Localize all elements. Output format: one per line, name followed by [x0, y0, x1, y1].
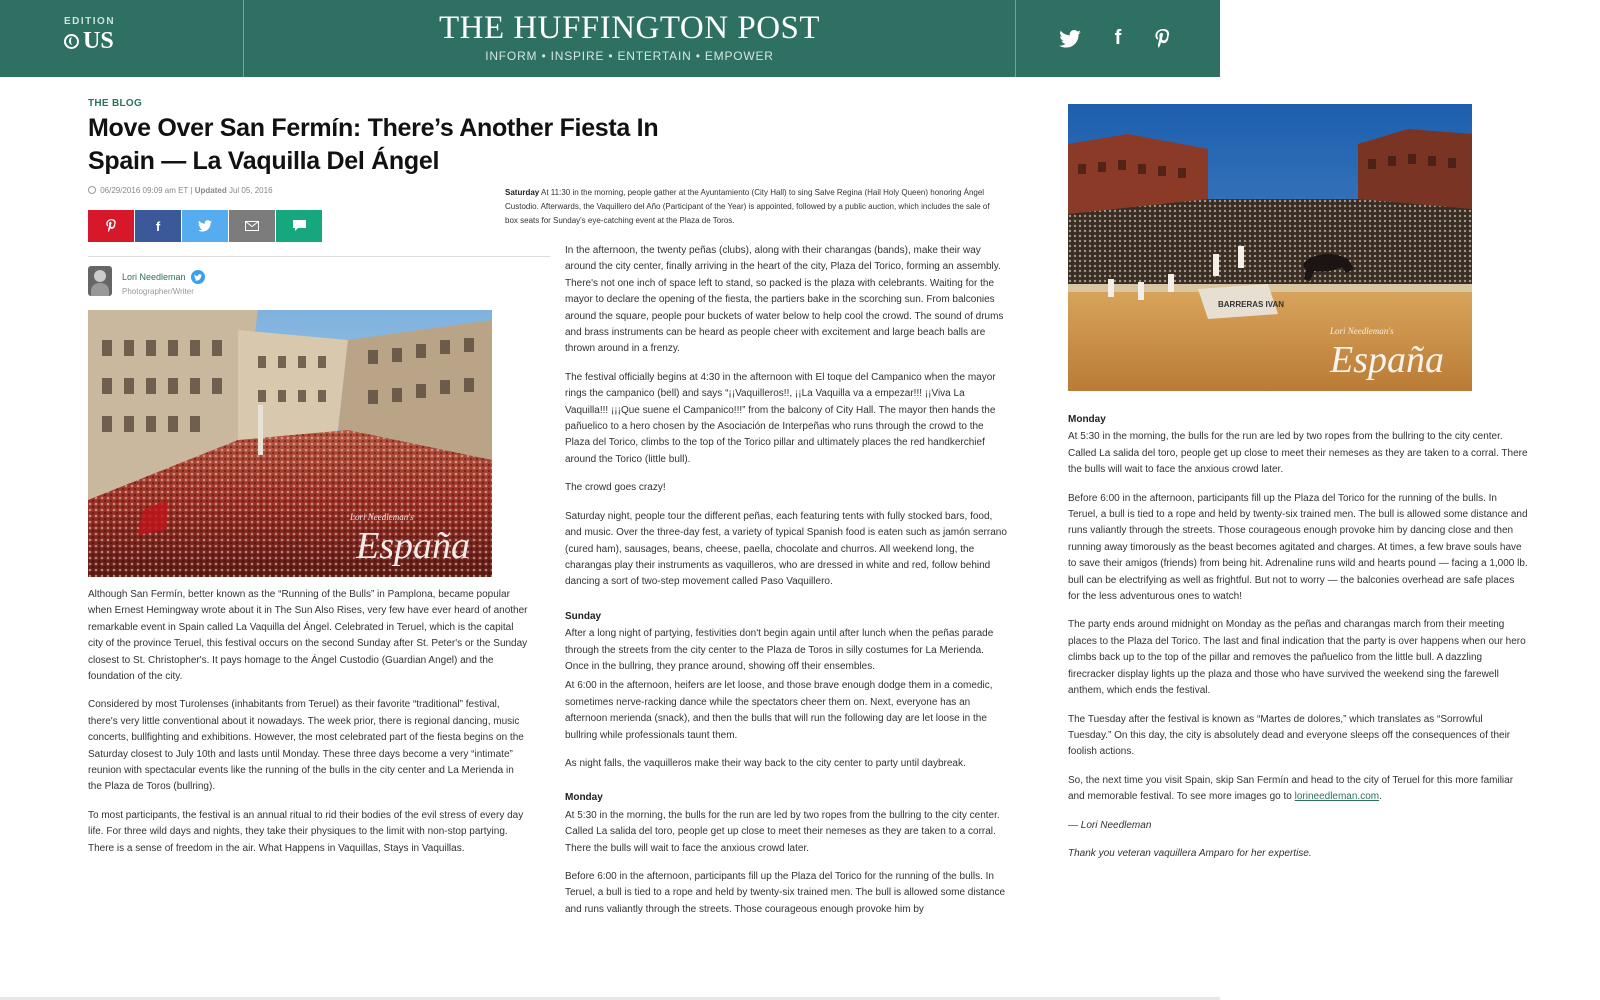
- paragraph: Saturday night, people tour the different peñas, each featuring tents with fully stocked bars, food, and music. Over the three-day fest, a variety of typical Spanish food is eaten such as jamón serrano (cured ham), sausages, beans, cheese, paella, chocolate and churros. All weekend long, the charangas play their instruments as vaquilleros, who are dressed in white and red, follow behind dancing a sort of two-step movement called Paso Vaquillero.: [565, 510, 1007, 588]
- paragraph: In the afternoon, the twenty peñas (clubs), along with their charangas (bands), make their way around the city center, finally arriving in the heart of the city, Plaza del Torico, forming an assembly. There's not one inch of space left to stand, so packed is the plaza with celebrants. Waiting for the mayor to declare the opening of the fiesta, the partiers bake in the scorching sun. From balconies around the square, people pour buckets of water below to help cool the crowd. The sound of drums and brass instruments can be heard as people cheer with excitement and large beach balls are thrown around in a frenzy.: [565, 245, 1004, 355]
- subheading-monday: Monday: [565, 792, 603, 804]
- paragraph: Before 6:00 in the afternoon, participants fill up the Plaza del Torico for the running of the bulls. In Teruel, a bull is tied to a rope and held by twenty-six trained men. The bull is allowed some distance and runs valiantly through the streets. Those courageous enough provoke him by dancing close and then running away timorously as the beast becomes agitated and charges. At times, a few brave souls have to save their amigos (friends) from being hit. Adrenaline runs wild and hearts pound — facing a 1,000 lb. bull can be electrifying as well as frightful. But not to worry — the balconies overhead are safe places for the less adventurous ones to watch!: [1068, 492, 1528, 603]
- intro-day: Saturday: [505, 188, 540, 197]
- paragraph: The festival officially begins at 4:30 in the afternoon with El toque del Campanico when the mayor rings the campanico (bell) and says “¡¡Vaquilleros!!, ¡¡La Vaquilla va a empezar!!! ¡¡Viva La Vaquilla!!! ¡¡¡Que suene el Campanico!!!” from the balcony of City Hall. The mayor then hands the pañuelico to a hero chosen by the Asociación de Interpeñas who runs through the crowd to the Plaza del Torico, climbs to the top of the Torico pillar and ultimately places the red handkerchief around the Torico (little bull).: [565, 371, 996, 465]
- paragraph: [1068, 773, 1528, 806]
- article-headline: Move Over San Fermín: There’s Another Fiesta In Spain — La Vaquilla Del Ángel: [88, 114, 659, 175]
- edition-label: EDITION: [64, 16, 116, 27]
- divider: [88, 256, 550, 257]
- paragraph: At 5:30 in the morning, the bulls for the run are led by two ropes from the bullring to the city center. Called La salida del toro, people get up close to meet their nemeses as they are taken to a corral. There the bulls will wait to face the anxious crowd later.: [565, 809, 1000, 854]
- edition-selector[interactable]: [0, 0, 244, 77]
- saturday-intro: [505, 186, 995, 227]
- pinterest-icon[interactable]: [1155, 29, 1177, 49]
- social-links: [1016, 0, 1220, 77]
- site-logo[interactable]: [244, 0, 1016, 77]
- comment-button[interactable]: [276, 210, 322, 242]
- facebook-icon[interactable]: f: [1114, 27, 1122, 49]
- photo2-watermark-title: España: [1330, 339, 1444, 381]
- photo-sign-text: BARRERAS IVAN: [1218, 300, 1285, 309]
- signature: — Lori Needleman: [1068, 819, 1152, 831]
- author-byline: [88, 266, 205, 296]
- twitter-icon[interactable]: [1059, 30, 1081, 48]
- share-facebook-button[interactable]: f: [135, 210, 181, 242]
- brand-name[interactable]: THE HUFFINGTON POST: [438, 10, 821, 46]
- closing-text: So, the next time you visit Spain, skip San Fermín and head to the city of Teruel for this more familiar and memorable festival. To see more images go to: [1068, 774, 1514, 803]
- intro-text: At 11:30 in the morning, people gather at the Ayuntamiento (City Hall) to sing Salve Regina (Hail Holy Queen) honoring Ángel Custodio. Afterwards, the Vaquillero del Año (Participant of the Year) is appointed, followed by a public auction, which includes the sale of box seats for Sunday's eye-catching event at the Plaza de Toros.: [505, 188, 990, 225]
- subheading-sunday: Sunday: [565, 610, 602, 622]
- article-body-right: [1068, 412, 1528, 874]
- paragraph: Although San Fermín, better known as the “Running of the Bulls” in Pamplona, became popular when Ernest Hemingway wrote about it in The Sun Also Rises, very few have ever heard of another remarkable event in Spain called La Vaquilla del Ángel. Celebrated in Teruel, which is the capital city of the province Teruel, this festival occurs on the second Sunday after St. Peter's or the Sunday closest to St. Christopher's. It pays homage to the Ángel Custodio (Guardian Angel) and the foundation of the city.: [88, 589, 528, 683]
- acknowledgement: Thank you veteran vaquillera Amparo for her expertise.: [1068, 847, 1312, 859]
- brand-tagline: INFORM • INSPIRE • ENTERTAIN • EMPOWER: [485, 49, 774, 63]
- closing-punct: .: [1379, 791, 1382, 803]
- article-photo-bullring[interactable]: [1068, 104, 1472, 391]
- paragraph: The crowd goes crazy!: [565, 482, 666, 494]
- paragraph: The Tuesday after the festival is known as “Martes de dolores,” which translates as “Sorrowful Tuesday.” On this day, the city is absolutely dead and everyone sleeps off the consequences of their foolish actions.: [1068, 713, 1511, 758]
- paragraph: The party ends around midnight on Monday as the peñas and charangas march from their meeting places to the Plaza del Torico. The last and final indication that the party is over happens when our hero climbs back up to the top of the pillar and removes the pañuelico from the little bull. A dazzling firecracker display lights up the plaza and those who have survived the weekend sing the farewell anthem, which ends the festival.: [1068, 619, 1526, 697]
- globe-icon: [64, 34, 79, 49]
- updated-date: Jul 05, 2016: [228, 186, 273, 195]
- photo-watermark-title: España: [356, 525, 470, 567]
- share-bar: [88, 210, 322, 242]
- paragraph: As night falls, the vaquilleros make their way back to the city center to party until daybreak.: [565, 757, 966, 769]
- paragraph: To most participants, the festival is an annual ritual to rid their bodies of the evil stress of every day life. For three wild days and nights, they take their physiques to the limit with non-stop partying. There is a sense of freedom in the air. What Happens in Vaquillas, Stays in Vaquillas.: [88, 809, 524, 854]
- paragraph: Before 6:00 in the afternoon, participants fill up the Plaza del Torico for the running of the bulls. In Teruel, a bull is tied to a rope and held by twenty-six trained men. The bull is allowed some distance and runs valiantly through the streets. Those courageous enough provoke him by: [565, 871, 1006, 915]
- updated-label: Updated: [194, 186, 227, 195]
- subheading-monday: Monday: [1068, 414, 1106, 425]
- clock-icon: [88, 186, 96, 194]
- twitter-verified-icon[interactable]: [191, 270, 205, 284]
- author-avatar[interactable]: [88, 266, 112, 296]
- paragraph: At 5:30 in the morning, the bulls for the run are led by two ropes from the bullring to the city center. Called La salida del toro, people get up close to meet their nemeses as they are taken to a corral. There the bulls will wait to face the anxious crowd later.: [1068, 431, 1528, 476]
- author-title: Photographer/Writer: [122, 287, 194, 296]
- share-email-button[interactable]: [229, 210, 275, 242]
- photo2-watermark-byline: Lori Needleman's: [1330, 326, 1394, 336]
- paragraph: At 6:00 in the afternoon, heifers are let loose, and those brave enough dodge them in a comedic, sometimes nerve-racking dance while the spectators cheer them on. Next, everyone has an afternoon merienda (snack), and then the bulls that will run the following day are let loose in the bullring while professionals taunt them.: [565, 680, 993, 741]
- article-timestamp: 06/29/2016 09:09 am ET | Updated Jul 05, 2016: [88, 186, 273, 195]
- photo-watermark-byline: Lori Needleman's: [350, 512, 414, 522]
- article-body-middle: [565, 243, 1010, 930]
- author-name[interactable]: Lori Needleman: [122, 272, 186, 282]
- published-date: 06/29/2016 09:09 am ET: [100, 186, 189, 195]
- paragraph: After a long night of partying, festivities don't begin again until after lunch when the peñas parade through the streets from the city center to the Plaza de Toros in silly costumes for La Merienda. Once in the bullring, they prance around, showing off their ensembles.: [565, 628, 994, 672]
- section-label[interactable]: THE BLOG: [88, 98, 143, 109]
- edition-value[interactable]: US: [83, 28, 114, 54]
- author-website-link[interactable]: lorineedleman.com: [1294, 791, 1380, 803]
- site-header: [0, 0, 1220, 77]
- article-body-left: [88, 587, 528, 869]
- paragraph: Considered by most Turolenses (inhabitants from Teruel) as their favorite “traditional” festival, there's very little conventional about it nowadays. The week prior, there is regional dancing, music concerts, bullfighting and exhibitions. However, the most celebrated part of the fiesta begins on the Saturday closest to July 10th and lasts until Monday. These three days become a very “intimate” reunion with spectacular events like the running of the bulls in the city center and La Merienda in the Plaza de Toros (bullring).: [88, 699, 524, 793]
- share-twitter-button[interactable]: [182, 210, 228, 242]
- article-photo-plaza[interactable]: [88, 310, 492, 577]
- share-pinterest-button[interactable]: [88, 210, 134, 242]
